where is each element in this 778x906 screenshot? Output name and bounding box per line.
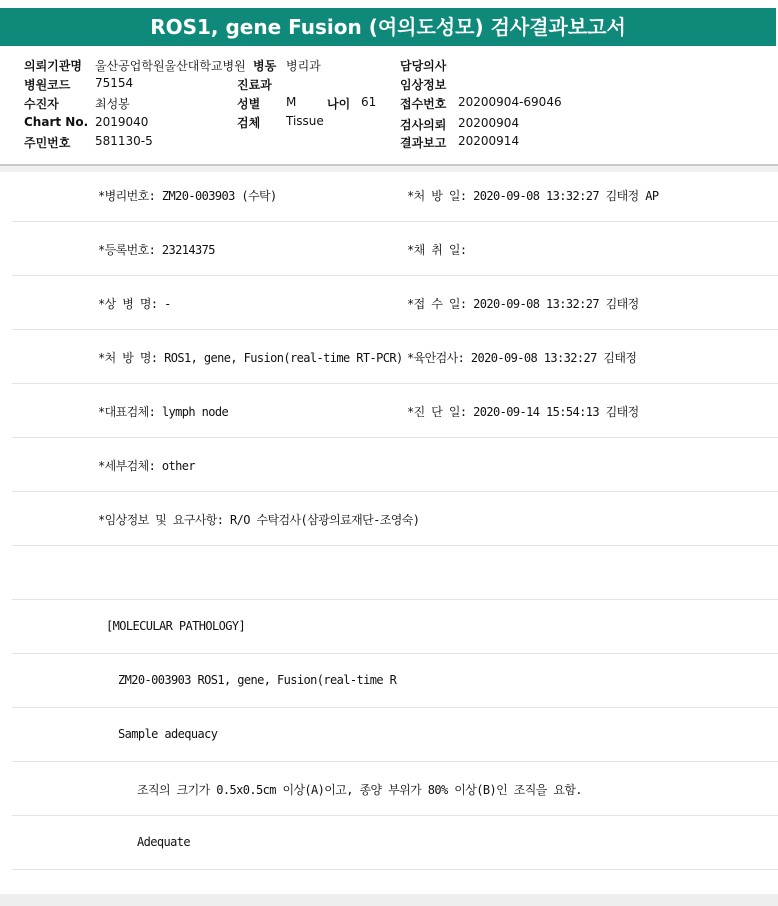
row-left-text: *병리번호: ZM20-003903 (수탁): [98, 189, 277, 203]
report-row: [12, 222, 778, 276]
row-left-text: 조직의 크기가 0.5x0.5cm 이상(A)이고, 종양 부위가 80% 이상(B)인 조직을 요함.: [137, 783, 582, 797]
row-left-text: *처 방 명: ROS1, gene, Fusion(real-time RT-PCR): [98, 351, 403, 365]
patient-value: 최성봉: [95, 97, 130, 111]
row-right-text: *진 단 일: 2020-09-14 15:54:13 김태정: [407, 405, 639, 419]
resident-no-value: 581130-5: [95, 134, 153, 148]
doctor-label: 담당의사: [400, 59, 447, 73]
sex-value: M: [286, 95, 297, 109]
age-label: 나이: [327, 97, 351, 111]
hospital-code-value: 75154: [95, 76, 134, 90]
row-left-text: *대표검체: lymph node: [98, 405, 229, 419]
patient-label: 수진자: [24, 97, 59, 111]
row-left-text: *세부검체: other: [98, 459, 195, 473]
institution-label: 의뢰기관명: [24, 59, 82, 73]
age-value: 61: [361, 95, 377, 109]
report-row: [12, 600, 778, 654]
report-row: [12, 654, 778, 708]
request-date-label: 검사의뢰: [400, 118, 447, 132]
report-row: [12, 762, 778, 816]
report-row: [12, 384, 778, 438]
chart-no-label: Chart No.: [24, 115, 89, 129]
row-right-text: *접 수 일: 2020-09-08 13:32:27 김태정: [407, 297, 639, 311]
row-left-text: [MOLECULAR PATHOLOGY]: [106, 619, 246, 633]
receipt-no-label: 접수번호: [400, 97, 447, 111]
report-date-value: 20200914: [458, 134, 520, 148]
report-row: [12, 330, 778, 384]
row-right-text: *채 취 일:: [407, 243, 467, 257]
clinical-info-label: 임상정보: [400, 78, 447, 92]
chart-no-value: 2019040: [95, 115, 149, 129]
report-row: [12, 708, 778, 762]
institution-value: 울산공업학원울산대학교병원: [95, 59, 246, 73]
row-right-text: *육안검사: 2020-09-08 13:32:27 김태정: [407, 351, 637, 365]
report-row: [12, 492, 778, 546]
report-title: ROS1, gene Fusion (여의도성모) 검사결과보고서: [0, 8, 776, 46]
row-left-text: *상 병 명: -: [98, 297, 171, 311]
report-date-label: 결과보고: [400, 136, 447, 150]
row-left-text: *임상정보 및 요구사항: R/O 수탁검사(삼광의료재단-조영숙): [98, 513, 420, 527]
report-row: [12, 276, 778, 330]
report-row: [12, 816, 778, 870]
hospital-code-label: 병원코드: [24, 78, 71, 92]
dept-label: 진료과: [237, 78, 272, 92]
sex-label: 성별: [237, 97, 261, 111]
resident-no-label: 주민번호: [24, 136, 71, 150]
ward-value: 병리과: [286, 59, 321, 73]
request-date-value: 20200904: [458, 116, 520, 130]
header-info-panel: [0, 52, 778, 164]
row-right-text: *처 방 일: 2020-09-08 13:32:27 김태정 AP: [407, 189, 659, 203]
row-left-text: Adequate: [137, 835, 190, 849]
ward-label: 병동: [253, 59, 277, 73]
receipt-no-value: 20200904-69046: [458, 95, 562, 109]
row-left-text: *등록번호: 23214375: [98, 243, 215, 257]
specimen-label: 검체: [237, 116, 261, 130]
specimen-value: Tissue: [286, 114, 324, 128]
report-row: [12, 438, 778, 492]
row-left-text: ZM20-003903 ROS1, gene, Fusion(real-time R: [118, 673, 397, 687]
report-row: [12, 546, 778, 600]
row-left-text: Sample adequacy: [118, 727, 218, 741]
bottom-scroll-area: [0, 894, 778, 906]
report-row: [12, 168, 778, 222]
